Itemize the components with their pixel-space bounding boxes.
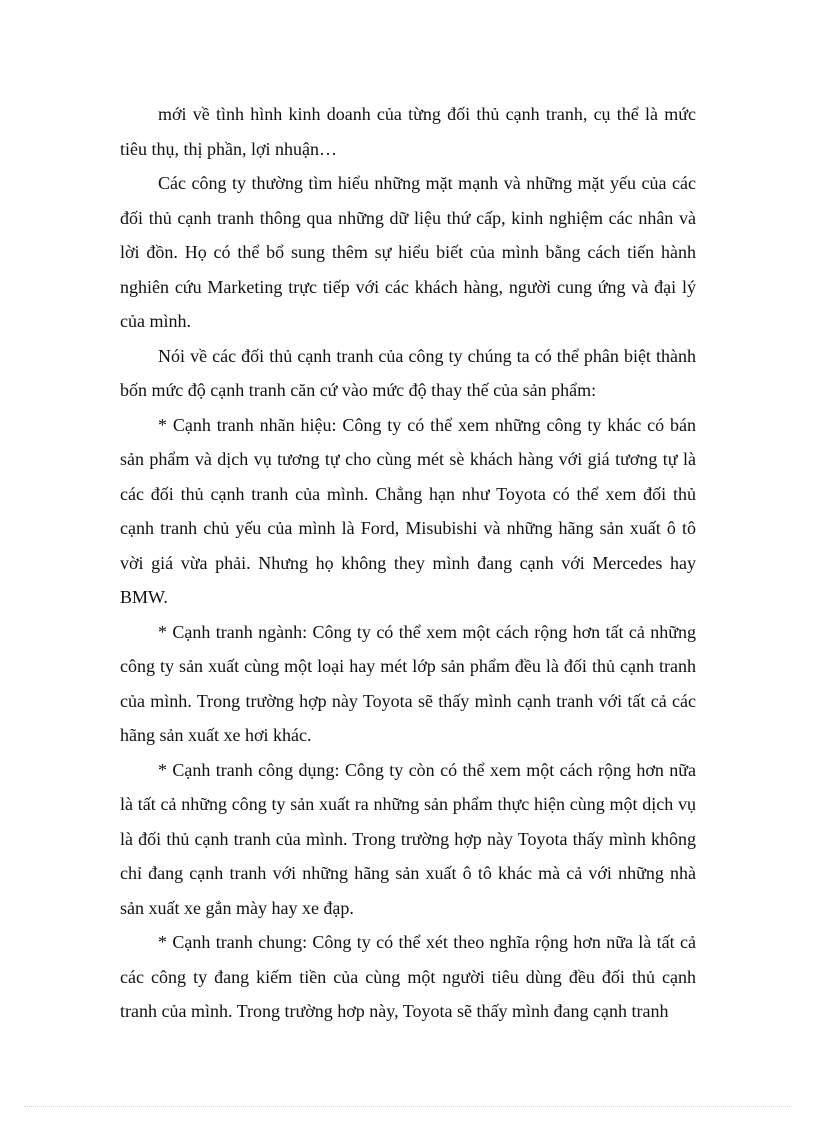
- paragraph-industry-competition: * Cạnh tranh ngành: Công ty có thể xem một cách rộng hơn tất cả những công ty sản xuất cùng một loại hay mét lớp sản phẩm đều là đối thủ cạnh tranh của mình. Trong trường hợp này Toyota sẽ thấy mình cạnh tranh với tất cả các hãng sản xuất xe hơi khác.: [120, 621, 696, 745]
- paragraph-continuation: mới về tình hình kinh doanh của từng đối thủ cạnh tranh, cụ thể là mức tiêu thụ, thị phần, lợi nhuận…: [120, 104, 696, 159]
- body-text: [120, 97, 696, 1029]
- paragraph-generic-competition: * Cạnh tranh chung: Công ty có thể xét theo nghĩa rộng hơn nữa là tất cả các công ty đang kiếm tiền của cùng một người tiêu dùng đều đối thủ cạnh tranh của mình. Trong trường hơp này, Toyota sẽ thấy mình đang cạnh tranh: [120, 932, 696, 1021]
- paragraph-competition-levels: Nói về các đối thủ cạnh tranh của công ty chúng ta có thể phân biệt thành bốn mức độ cạnh tranh căn cứ vào mức độ thay thế của sản phẩm:: [120, 345, 696, 400]
- paragraph-form-competition: * Cạnh tranh công dụng: Công ty còn có thể xem một cách rộng hơn nữa là tất cả những công ty sản xuất ra những sản phẩm thực hiện cùng một dịch vụ là đối thủ cạnh tranh của mình. Trong trường hợp này Toyota thấy mình không chỉ đang cạnh tranh với những hãng sản xuất ô tô khác mà cả với những nhà sản xuất xe gắn mày hay xe đạp.: [120, 759, 696, 918]
- page-bottom-divider: [24, 1106, 792, 1107]
- paragraph-competitor-research: Các công ty thường tìm hiểu những mặt mạnh và những mặt yếu của các đối thủ cạnh tranh thông qua những dữ liệu thứ cấp, kinh nghiệm các nhân và lời đồn. Họ có thể bổ sung thêm sự hiểu biết của mình bằng cách tiến hành nghiên cứu Marketing trực tiếp với các khách hàng, người cung ứng và đại lý của mình.: [120, 173, 696, 331]
- paragraph-brand-competition: * Cạnh tranh nhãn hiệu: Công ty có thể xem những công ty khác có bán sản phẩm và dịch vụ tương tự cho cùng mét sè khách hàng với giá tương tự là các đối thủ cạnh tranh của mình. Chẳng hạn như Toyota có thể xem đối thủ cạnh tranh chủ yếu của mình là Ford, Misubishi và những hãng sản xuất ô tô vời giá vừa phải. Nhưng họ không they mình đang cạnh với Mercedes hay BMW.: [120, 414, 696, 607]
